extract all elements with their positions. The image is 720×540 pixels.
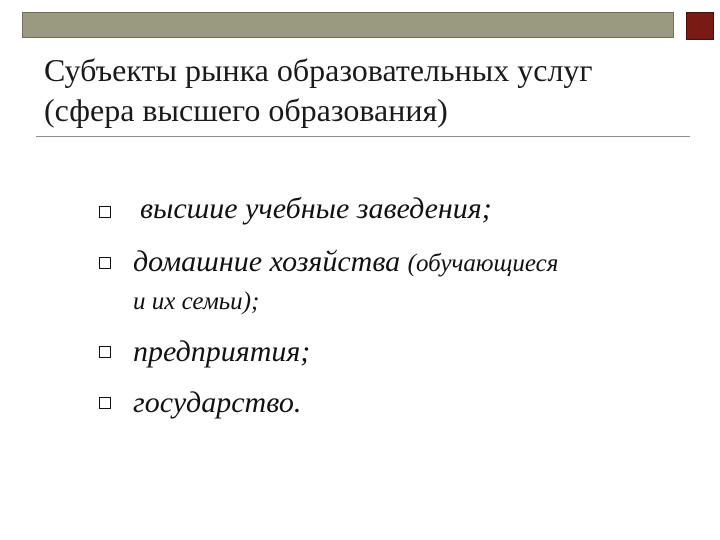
bullet-text-continuation: и их семьи);: [133, 288, 260, 315]
square-bullet-icon: [99, 257, 111, 269]
bullet-text-main: домашние хозяйства: [133, 245, 408, 278]
square-bullet-icon: [99, 206, 111, 218]
title-line-2: (сфера высшего образования): [44, 92, 448, 128]
bullet-text: предприятия;: [133, 335, 311, 368]
bullet-text: высшие учебные заведения;: [140, 192, 492, 225]
bullet-text: государство.: [133, 386, 302, 419]
bullet-text-paren: (обучающиеся: [407, 250, 559, 277]
title-line-1: Субъекты рынка образовательных услуг: [44, 52, 593, 88]
square-bullet-icon: [99, 346, 111, 358]
square-bullet-icon: [99, 397, 111, 409]
bullet-text: [133, 243, 558, 321]
